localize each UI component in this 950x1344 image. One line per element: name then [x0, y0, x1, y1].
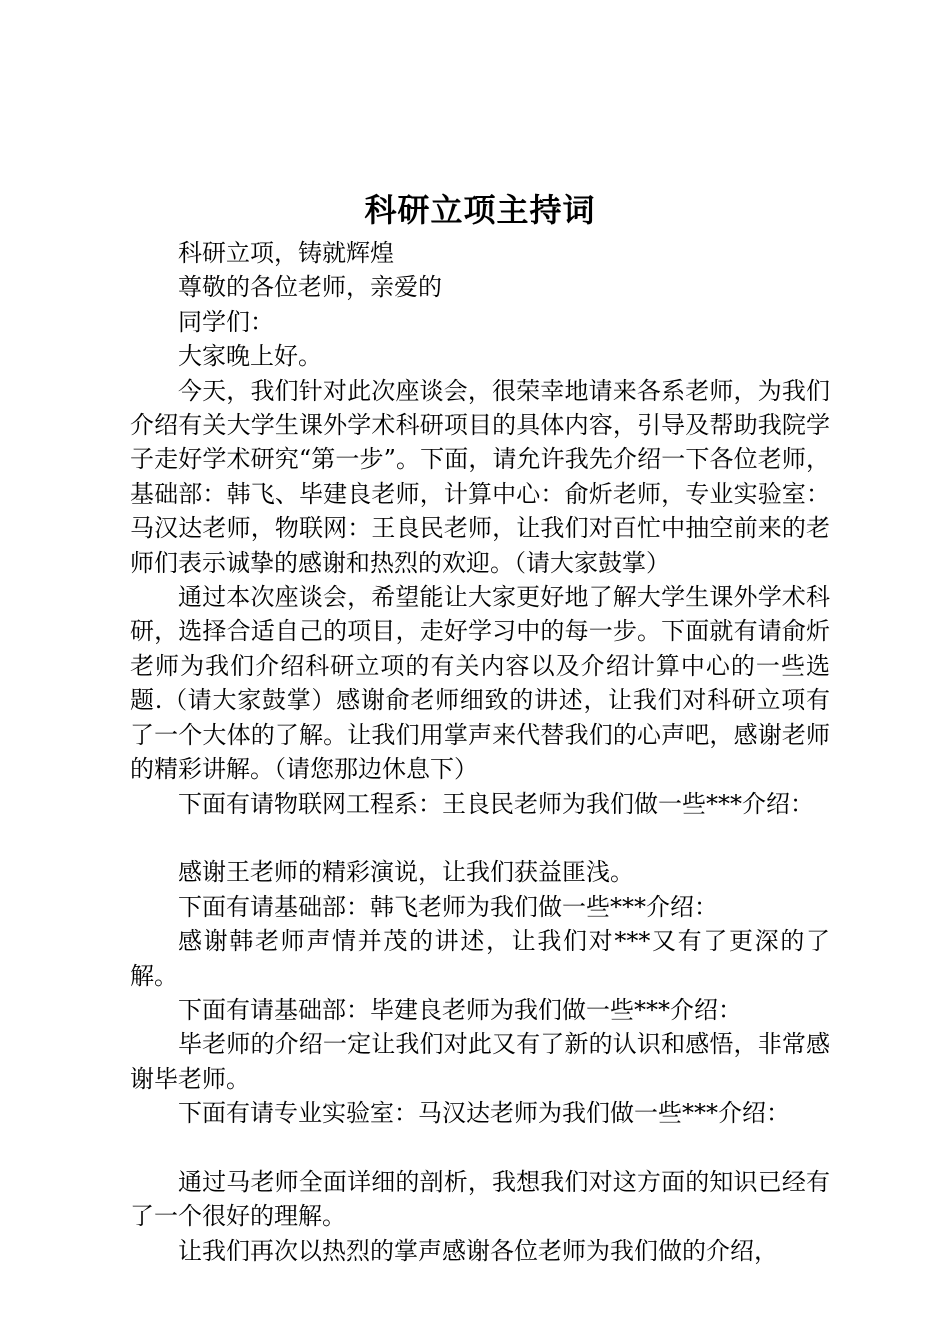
paragraph-subtitle: 科研立项，铸就辉煌: [178, 239, 394, 267]
paragraph-thanks-wang: 感谢王老师的精彩演说，让我们获益匪浅。: [178, 858, 634, 887]
paragraph-thanks-han: 感谢韩老师声情并茂的讲述，让我们对***又有了更深的了解。: [130, 927, 830, 990]
paragraph-invite-ma: 下面有请专业实验室：马汉达老师为我们做一些***介绍：: [178, 1099, 790, 1128]
paragraph-thanks-bi: 毕老师的介绍一定让我们对此又有了新的认识和感悟，非常感谢毕老师。: [130, 1030, 830, 1093]
paragraph-introduction: 今天，我们针对此次座谈会，很荣幸地请来各系老师，为我们介绍有关大学生课外学术科研项目的具体内容，引导及帮助我院学子走好学术研究“第一步”。下面，请允许我先介绍一下各位老师，基础部：韩飞、毕建良老师，计算中心：俞炘老师，专业实验室：马汉达老师，物联网：王良民老师，让我们对百忙中抽空前来的老师们表示诚挚的感谢和热烈的欢迎。（请大家鼓掌）: [130, 376, 830, 577]
paragraph-closing: 让我们再次以热烈的掌声感谢各位老师为我们做的介绍，: [178, 1236, 778, 1265]
document-title: 科研立项主持词: [364, 191, 596, 229]
document-page: [130, 188, 830, 1268]
paragraph-good-evening: 大家晚上好。: [178, 342, 322, 371]
paragraph-invite-bi: 下面有请基础部：毕建良老师为我们做一些***介绍：: [178, 995, 742, 1024]
paragraph-thanks-ma: 通过马老师全面详细的剖析，我想我们对这方面的知识已经有了一个很好的理解。: [130, 1167, 830, 1231]
paragraph-invite-han: 下面有请基础部：韩飞老师为我们做一些***介绍：: [178, 892, 718, 921]
paragraph-greeting-students: 同学们：: [178, 307, 274, 336]
paragraph-symposium-purpose: 通过本次座谈会，希望能让大家更好地了解大学生课外学术科研，选择合适自己的项目，走好学习中的每一步。下面就有请俞炘老师为我们介绍科研立项的有关内容以及介绍计算中心的一些选题.（请大家鼓掌）感谢俞老师细致的讲述，让我们对科研立项有了一个大体的了解。让我们用掌声来代替我们的心声吧，感谢老师的精彩讲解。（请您那边休息下）: [130, 583, 830, 784]
document-body: [130, 236, 830, 1268]
paragraph-invite-wang: 下面有请物联网工程系：王良民老师为我们做一些***介绍：: [178, 789, 814, 818]
paragraph-greeting-teachers: 尊敬的各位老师，亲爱的: [178, 273, 442, 302]
